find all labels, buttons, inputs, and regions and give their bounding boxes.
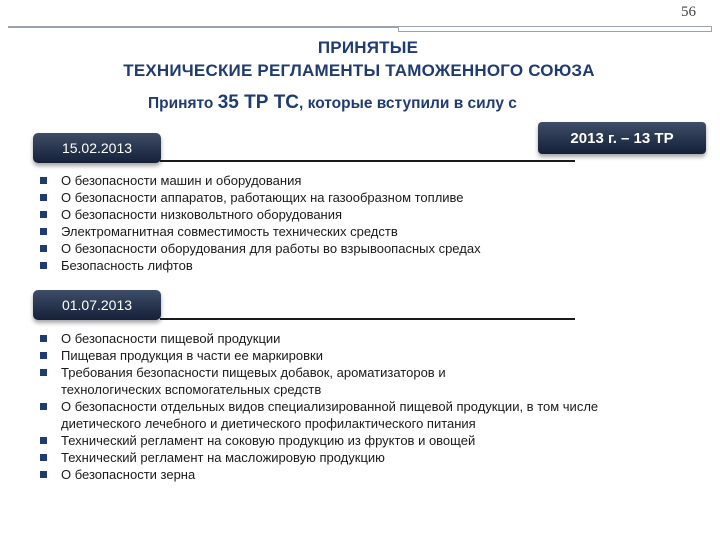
square-bullet-icon [40,437,47,444]
list-item [40,398,651,432]
section-divider [160,160,575,162]
list-item-text: О безопасности аппаратов, работающих на газообразном топливе [61,190,464,205]
list-item [40,240,660,257]
square-bullet-icon [40,228,47,235]
list-item-text: Технический регламент на масложировую продукцию [61,450,385,465]
square-bullet-icon [40,369,47,376]
list-item [40,347,660,364]
square-bullet-icon [40,335,47,342]
section-list [40,172,660,274]
square-bullet-icon [40,471,47,478]
list-item-text: О безопасности пищевой продукции [61,331,281,346]
page-title-line-2: ТЕХНИЧЕСКИЕ РЕГЛАМЕНТЫ ТАМОЖЕННОГО СОЮЗА [123,61,595,80]
list-item [40,257,660,274]
section-date-badge: 01.07.2013 [33,290,161,320]
subtitle-suffix: , которые вступили в силу с [299,95,517,112]
list-item-text: Пищевая продукция в части ее маркировки [61,348,323,363]
list-item-text: Безопасность лифтов [61,258,193,273]
subtitle [148,92,517,114]
list-item-text: О безопасности низковольтного оборудования [61,207,343,222]
list-item [40,466,660,483]
list-item-text: О безопасности отдельных видов специализированной пищевой продукции, в том числе диетического лечебного и диетического профилактического питания [61,399,599,431]
list-item [40,172,660,189]
section-divider [160,318,575,320]
top-rule-box [398,26,712,32]
list-item [40,449,660,466]
subtitle-prefix: Принято [148,95,214,112]
list-item [40,223,660,240]
section-list [40,330,660,483]
square-bullet-icon [40,352,47,359]
section-date-badge: 15.02.2013 [33,133,161,163]
list-item [40,330,660,347]
list-item [40,432,660,449]
list-item-text: О безопасности зерна [61,467,196,482]
square-bullet-icon [40,454,47,461]
square-bullet-icon [40,194,47,201]
list-item [40,364,521,398]
square-bullet-icon [40,177,47,184]
list-item-text: Требования безопасности пищевых добавок, ароматизаторов и технологических вспомогательных средств [61,365,446,397]
list-item-text: Технический регламент на соковую продукцию из фруктов и овощей [61,433,476,448]
list-item [40,189,660,206]
subtitle-count: 35 ТР ТС [217,92,300,113]
page-title-line-1: ПРИНЯТЫЕ [317,38,419,57]
list-item [40,206,660,223]
square-bullet-icon [40,403,47,410]
page-number: 56 [681,4,696,20]
year-badge: 2013 г. – 13 ТР [538,122,706,154]
square-bullet-icon [40,245,47,252]
top-rule [8,26,398,28]
square-bullet-icon [40,262,47,269]
list-item-text: О безопасности оборудования для работы во взрывоопасных средах [61,241,481,256]
square-bullet-icon [40,211,47,218]
list-item-text: Электромагнитная совместимость технических средств [61,224,398,239]
list-item-text: О безопасности машин и оборудования [61,173,302,188]
